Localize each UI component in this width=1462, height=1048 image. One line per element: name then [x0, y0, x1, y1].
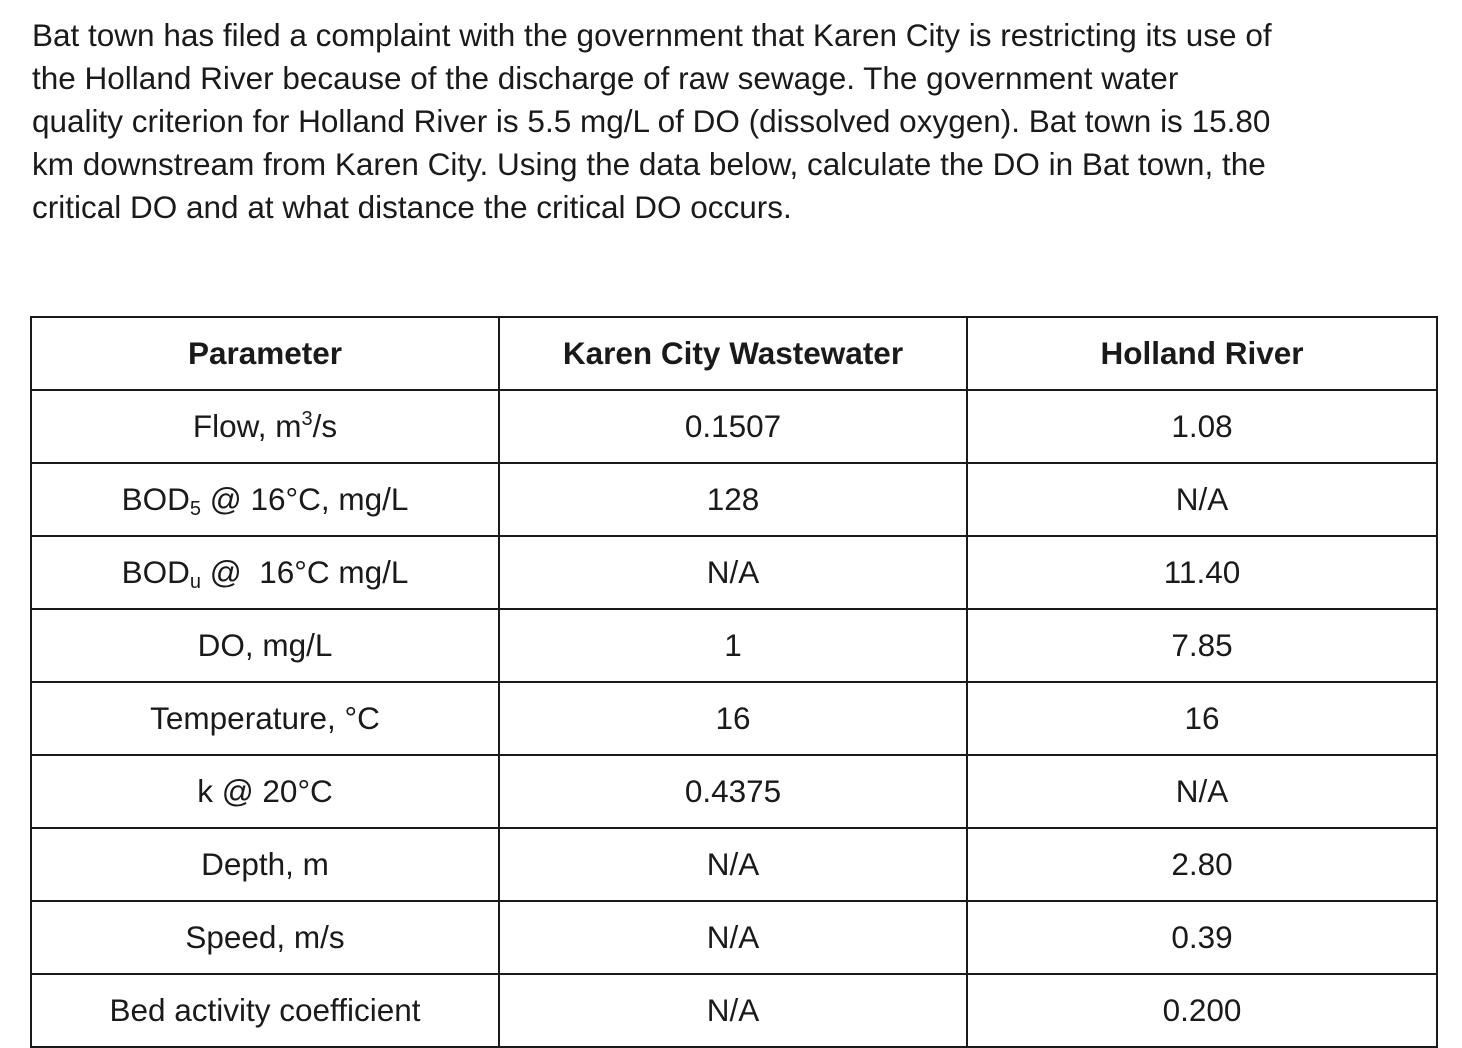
parameter-label-suffix: @ 16°C mg/L: [200, 554, 409, 590]
cell-parameter: [31, 609, 499, 682]
cell-parameter: [31, 828, 499, 901]
parameter-label: Flow, m: [192, 408, 302, 444]
problem-statement: Bat town has filed a complaint with the government that Karen City is restricting its use of the Holland River because of the discharge of raw sewage. The government water quality criterion for Holland River is 5.5 mg/L of DO (dissolved oxygen). Bat town is 15.80 km downstream from Karen City. Using the data below, calculate the DO in Bat town, the critical DO and at what distance the critical DO occurs.: [32, 17, 1272, 225]
cell-river-value: 11.40: [967, 536, 1437, 609]
table-row: [31, 901, 1437, 974]
header-wastewater: Karen City Wastewater: [499, 317, 967, 390]
parameter-label: Speed, m/s: [185, 919, 345, 955]
table-row: [31, 390, 1437, 463]
cell-wastewater-value: 1: [499, 609, 967, 682]
parameter-label: BOD: [121, 481, 190, 517]
table-row: [31, 609, 1437, 682]
cell-wastewater-value: 16: [499, 682, 967, 755]
cell-wastewater-value: N/A: [499, 536, 967, 609]
cell-wastewater-value: 0.4375: [499, 755, 967, 828]
parameter-label: Temperature, °C: [150, 700, 380, 736]
cell-river-value: 0.39: [967, 901, 1437, 974]
table-row: [31, 463, 1437, 536]
cell-river-value: 2.80: [967, 828, 1437, 901]
cell-river-value: 16: [967, 682, 1437, 755]
data-table: [30, 316, 1438, 1048]
header-parameter: Parameter: [31, 317, 499, 390]
cell-river-value: 7.85: [967, 609, 1437, 682]
cell-river-value: 1.08: [967, 390, 1437, 463]
table-row: [31, 974, 1437, 1047]
table-row: [31, 682, 1437, 755]
cell-parameter: [31, 755, 499, 828]
parameter-label: DO, mg/L: [197, 627, 333, 663]
cell-wastewater-value: N/A: [499, 828, 967, 901]
header-river: Holland River: [967, 317, 1437, 390]
cell-wastewater-value: N/A: [499, 974, 967, 1047]
table-row: [31, 755, 1437, 828]
parameter-label: Bed activity coefficient: [109, 992, 421, 1028]
cell-river-value: N/A: [967, 463, 1437, 536]
cell-parameter: [31, 536, 499, 609]
table-header-row: [31, 317, 1437, 390]
table-body: [31, 390, 1437, 1047]
parameter-label-suffix: /s: [312, 408, 338, 444]
cell-river-value: N/A: [967, 755, 1437, 828]
parameter-label: BOD: [121, 554, 190, 590]
table-row: [31, 536, 1437, 609]
cell-parameter: [31, 974, 499, 1047]
cell-parameter: [31, 682, 499, 755]
cell-river-value: 0.200: [967, 974, 1437, 1047]
cell-parameter: [31, 390, 499, 463]
parameter-label: Depth, m: [201, 846, 329, 882]
cell-wastewater-value: 0.1507: [499, 390, 967, 463]
parameter-subscript: 5: [189, 498, 201, 520]
cell-wastewater-value: N/A: [499, 901, 967, 974]
parameter-subscript: u: [189, 571, 201, 593]
parameter-label-suffix: @ 16°C, mg/L: [200, 481, 409, 517]
cell-wastewater-value: 128: [499, 463, 967, 536]
parameter-superscript: 3: [301, 408, 313, 430]
table-row: [31, 828, 1437, 901]
cell-parameter: [31, 463, 499, 536]
cell-parameter: [31, 901, 499, 974]
parameter-label: k @ 20°C: [197, 773, 333, 809]
